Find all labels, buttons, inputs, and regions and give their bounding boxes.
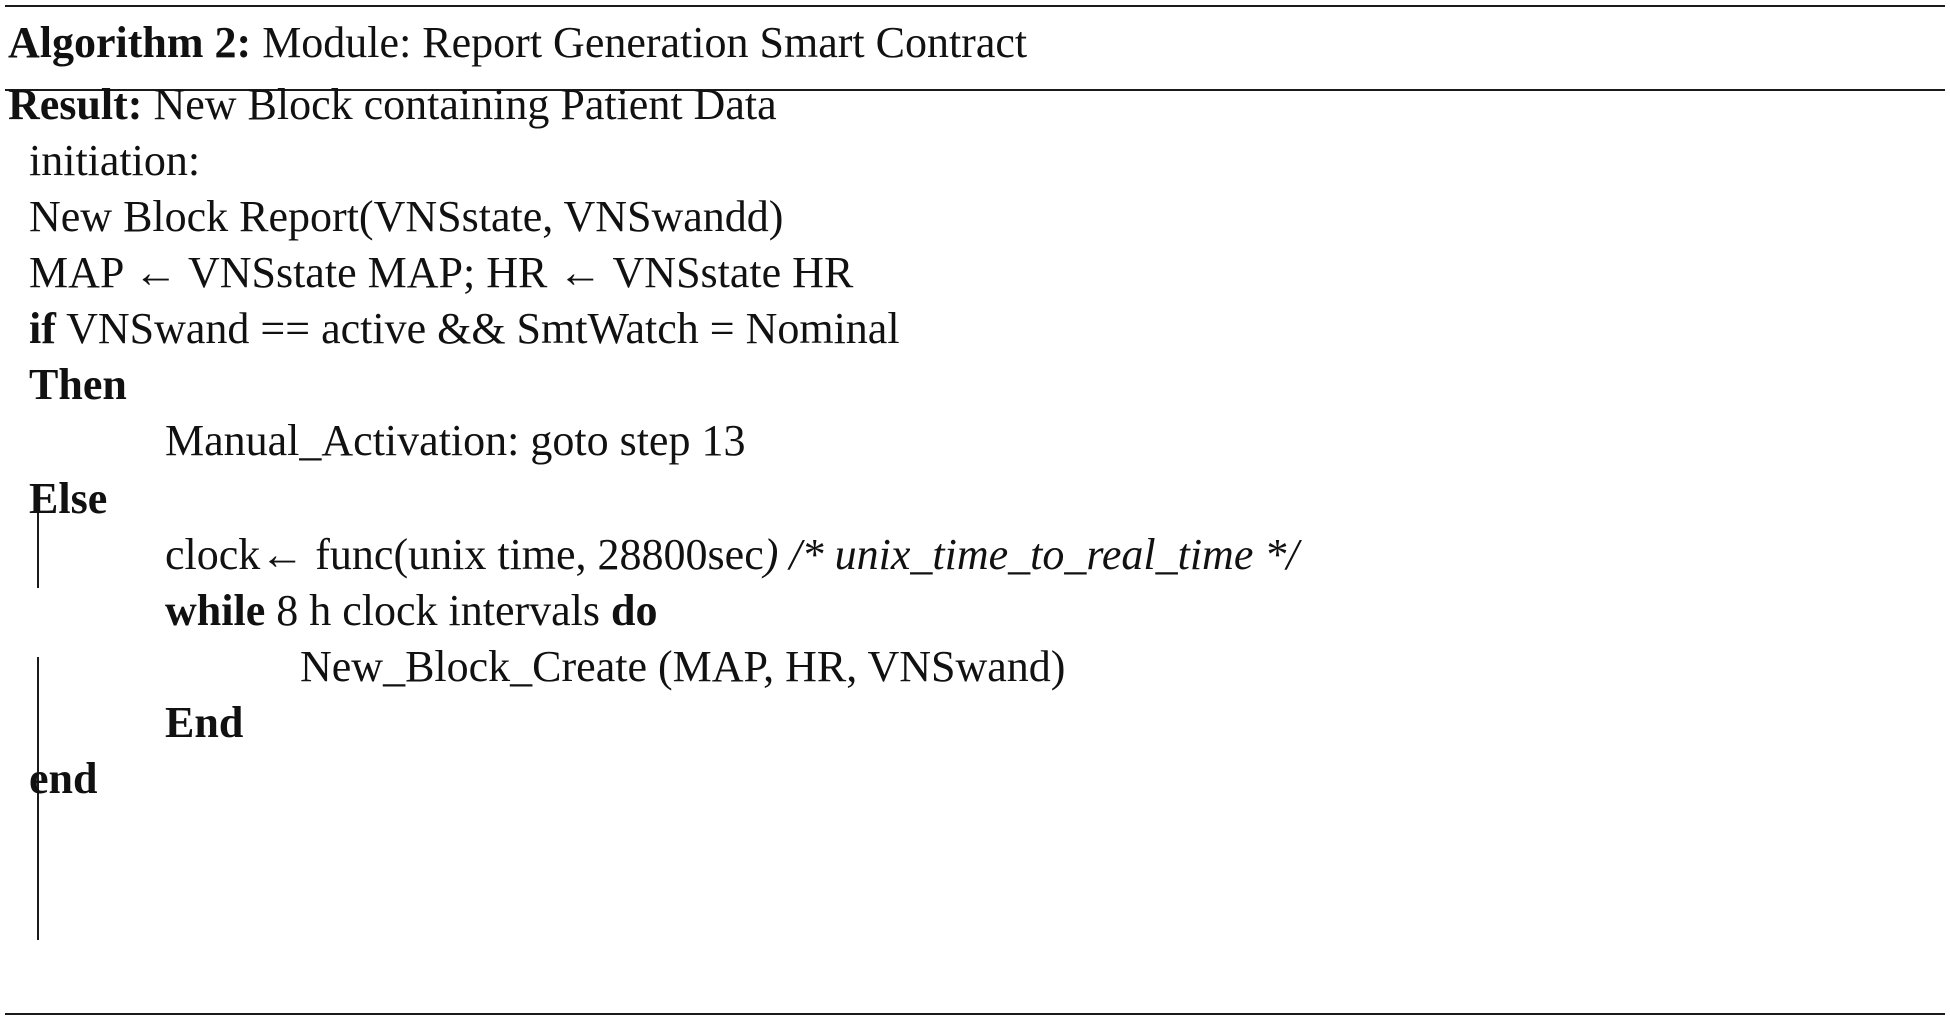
line-then: [29, 358, 127, 412]
while-condition: 8 h clock intervals: [276, 586, 601, 635]
line-new-block-create: New_Block_Create (MAP, HR, VNSwand): [300, 642, 1066, 691]
bottom-rule: [5, 1013, 1945, 1015]
clock-comment: ) /* unix_time_to_real_time */: [763, 530, 1299, 579]
line-while: [165, 584, 658, 638]
line-map-hr-assign: MAP ← VNSstate MAP; HR ← VNSstate HR: [29, 248, 854, 297]
line-clock: [165, 528, 1299, 582]
line-initiation: initiation:: [29, 136, 201, 185]
caption-text: Module: Report Generation Smart Contract: [262, 18, 1028, 67]
top-rule: [5, 5, 1945, 7]
else-keyword: Else: [29, 474, 108, 523]
if-condition: VNSwand == active && SmtWatch = Nominal: [66, 304, 900, 353]
result-text: New Block containing Patient Data: [153, 80, 777, 129]
algorithm-caption: [8, 16, 1027, 70]
if-keyword: if: [29, 304, 56, 353]
line-end-inner: [165, 696, 243, 750]
line-end-outer: [29, 752, 97, 806]
line-else: [29, 472, 107, 526]
then-keyword: Then: [29, 360, 127, 409]
end-outer-keyword: end: [29, 754, 98, 803]
result-line: [8, 78, 777, 132]
do-keyword: do: [611, 586, 658, 635]
line-if: [29, 302, 900, 356]
while-keyword: while: [165, 586, 266, 635]
line-new-block-report: New Block Report(VNSstate, VNSwandd): [29, 192, 784, 241]
clock-assign: clock← func(unix time, 28800sec: [165, 530, 764, 579]
result-label: Result:: [8, 80, 143, 129]
caption-label: Algorithm 2:: [8, 18, 252, 67]
end-inner-keyword: End: [165, 698, 244, 747]
line-manual-activation: Manual_Activation: goto step 13: [165, 416, 746, 465]
